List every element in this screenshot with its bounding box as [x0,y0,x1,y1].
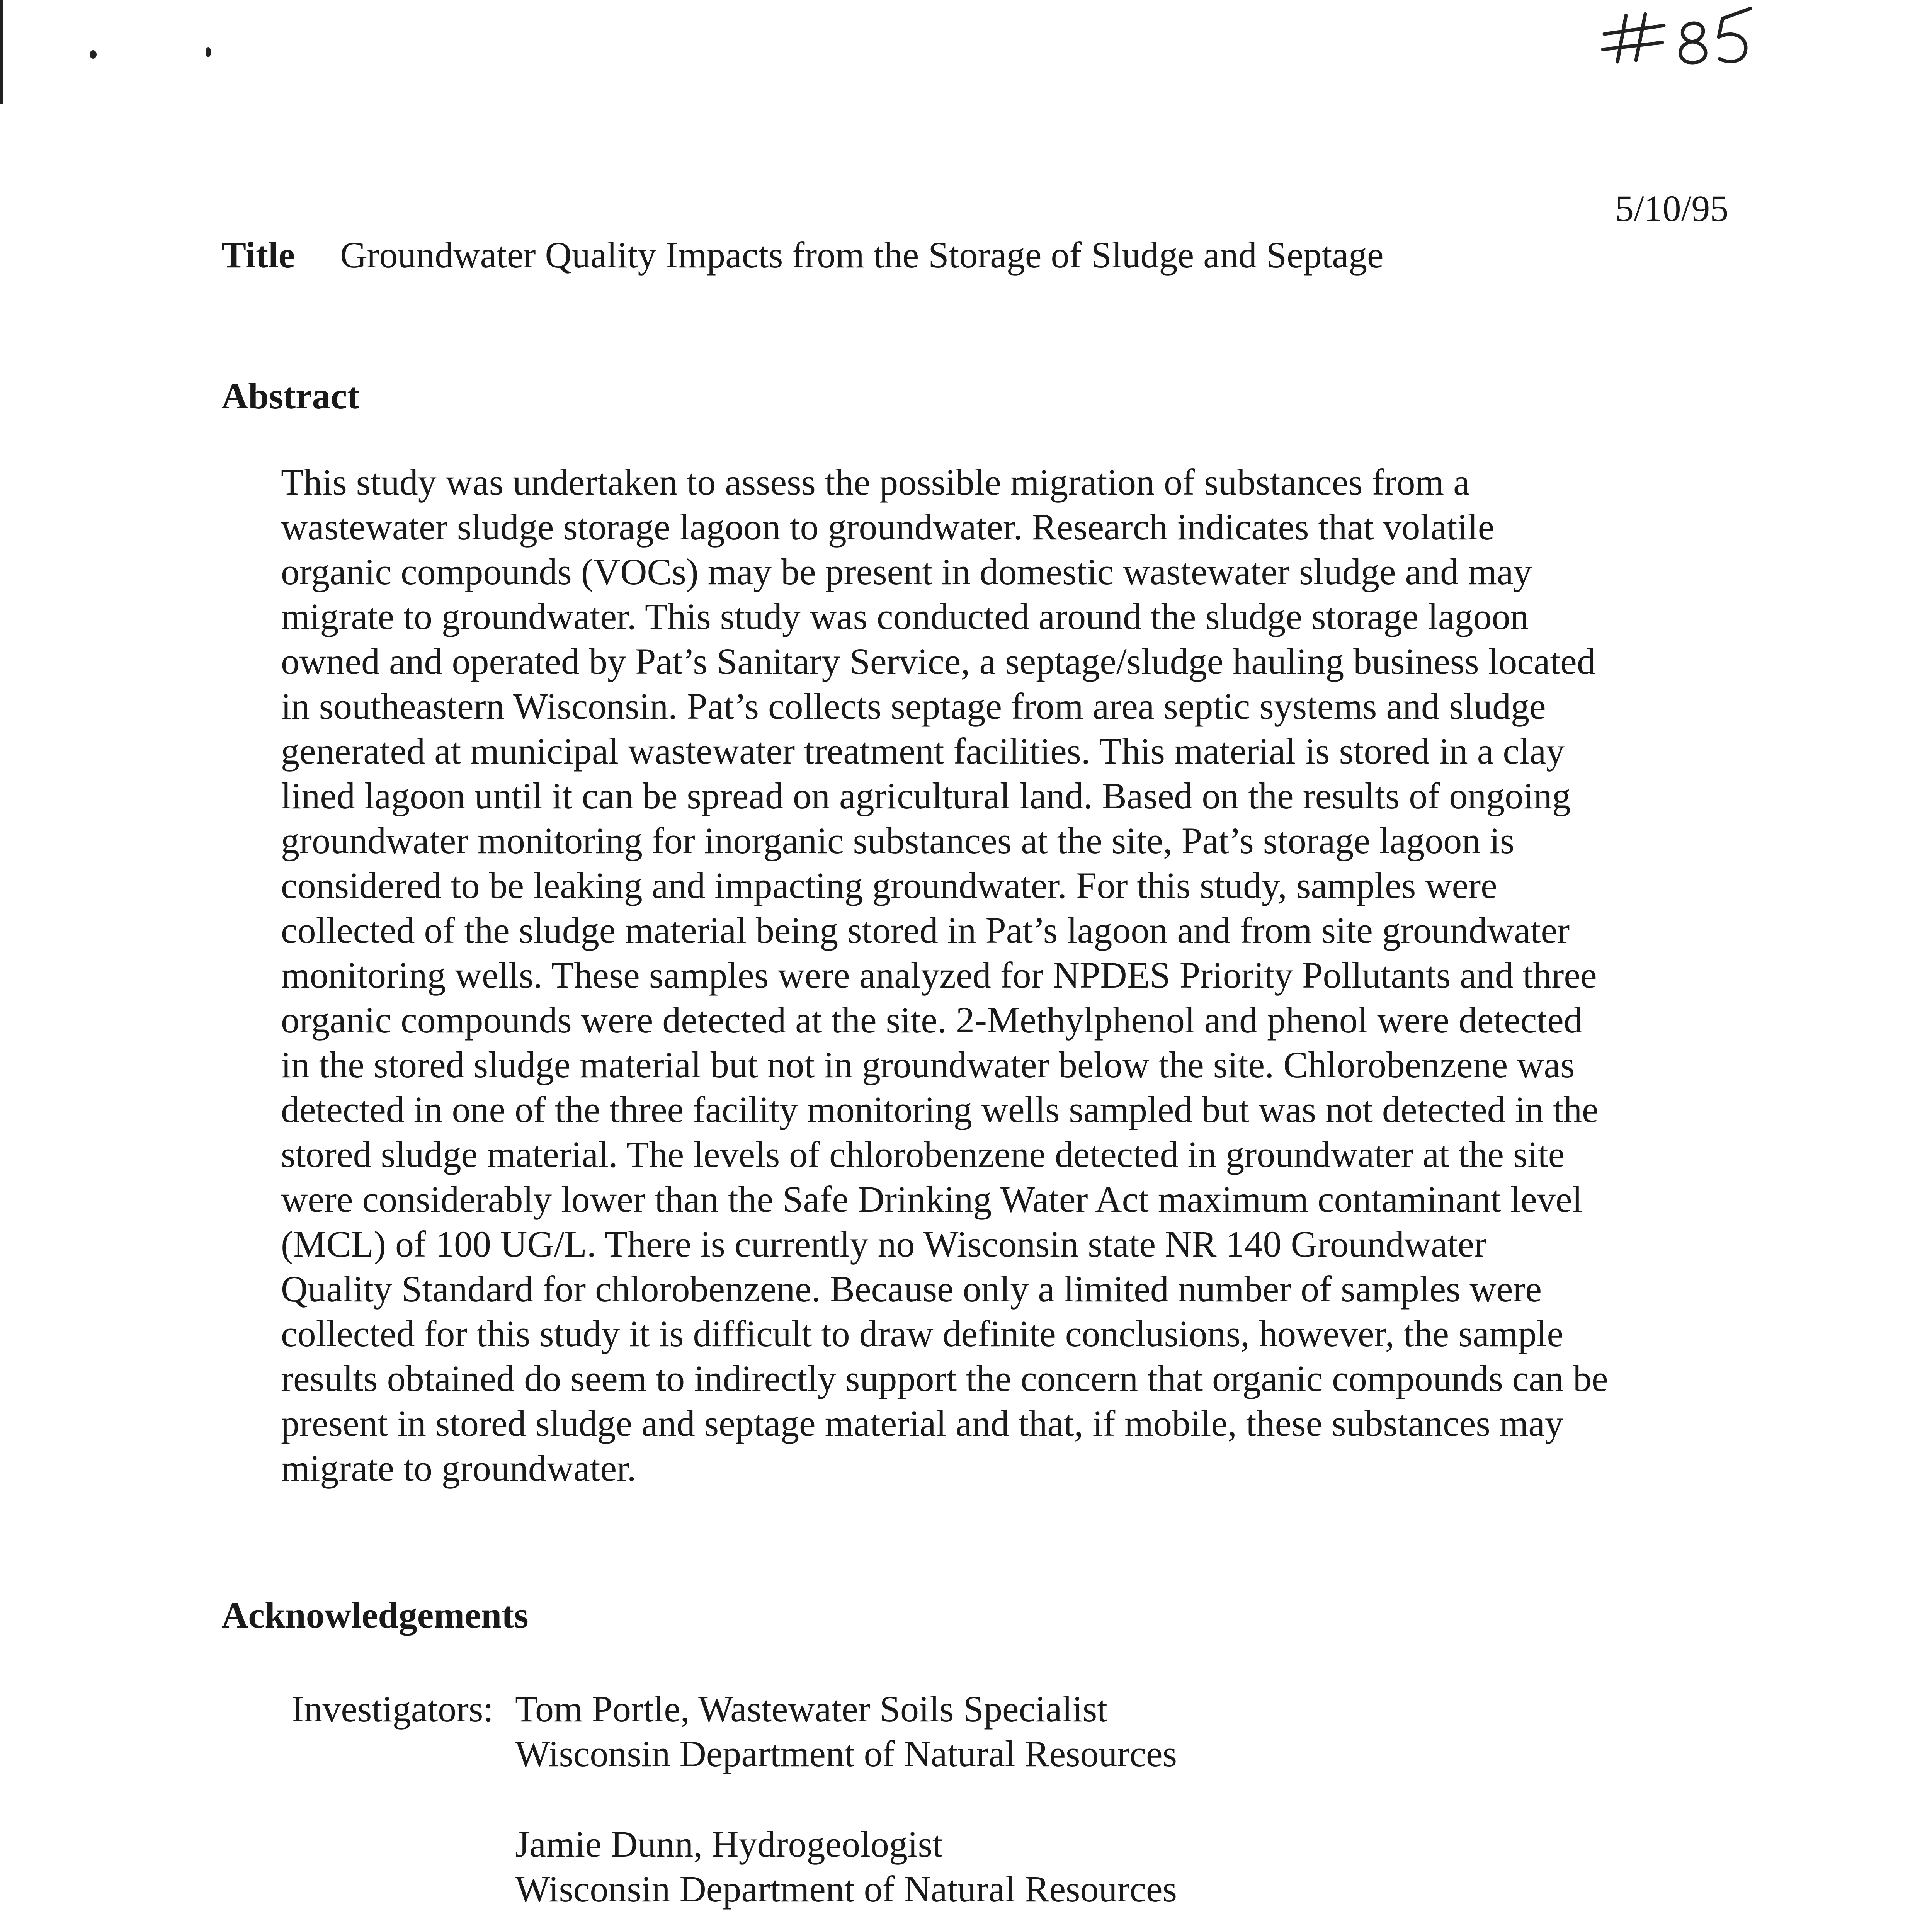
abstract-line: collected for this study it is difficult to draw definite conclusions, however, the sample [281,1313,1563,1354]
abstract-line: detected in one of the three facility monitoring wells sampled but was not detected in the [281,1089,1599,1130]
document-date: 5/10/95 [1615,188,1729,229]
abstract-line: stored sludge material. The levels of chlorobenzene detected in groundwater at the site [281,1134,1565,1175]
abstract-line: wastewater sludge storage lagoon to groundwater. Research indicates that volatile [281,506,1495,548]
document-title: Groundwater Quality Impacts from the Storage of Sludge and Septage [340,234,1384,276]
scan-speck [206,47,211,57]
title-label: Title [221,234,295,276]
abstract-line: owned and operated by Pat’s Sanitary Service, a septage/sludge hauling business located [281,641,1595,682]
scan-edge-mark [0,0,3,104]
abstract-line: results obtained do seem to indirectly support the concern that organic compounds can be [281,1358,1608,1399]
investigator-name: Tom Portle, Wastewater Soils Specialist [515,1688,1107,1730]
investigators-label: Investigators: [291,1688,493,1730]
abstract-line: generated at municipal wastewater treatment facilities. This material is stored in a clay [281,730,1565,772]
abstract-body [281,460,1761,1491]
abstract-line: migrate to groundwater. This study was conducted around the sludge storage lagoon [281,596,1529,637]
investigator-name: Jamie Dunn, Hydrogeologist [515,1823,943,1865]
abstract-line: Quality Standard for chlorobenzene. Because only a limited number of samples were [281,1268,1542,1310]
investigator-entry [515,1822,1177,1912]
abstract-line: lined lagoon until it can be spread on agricultural land. Based on the results of ongoing [281,775,1571,816]
abstract-line: in the stored sludge material but not in groundwater below the site. Chlorobenzene was [281,1044,1575,1085]
abstract-line: in southeastern Wisconsin. Pat’s collects septage from area septic systems and sludge [281,685,1546,727]
investigator-organization: Wisconsin Department of Natural Resources [515,1868,1177,1910]
abstract-line: organic compounds (VOCs) may be present in domestic wastewater sludge and may [281,551,1532,592]
investigator-organization: Wisconsin Department of Natural Resources [515,1733,1177,1774]
abstract-line: groundwater monitoring for inorganic substances at the site, Pat’s storage lagoon is [281,820,1515,861]
abstract-heading: Abstract [221,375,360,417]
abstract-line: monitoring wells. These samples were analyzed for NPDES Priority Pollutants and three [281,954,1597,996]
abstract-line: present in stored sludge and septage material and that, if mobile, these substances may [281,1403,1564,1444]
abstract-line: (MCL) of 100 UG/L. There is currently no Wisconsin state NR 140 Groundwater [281,1223,1486,1265]
acknowledgements-heading: Acknowledgements [221,1594,529,1636]
abstract-line: were considerably lower than the Safe Drinking Water Act maximum contaminant level [281,1179,1583,1220]
abstract-line: migrate to groundwater. [281,1447,636,1489]
abstract-line: collected of the sludge material being stored in Pat’s lagoon and from site groundwater [281,910,1570,951]
abstract-line: considered to be leaking and impacting groundwater. For this study, samples were [281,865,1497,906]
scan-speck [90,50,97,59]
investigator-entry [515,1687,1177,1776]
abstract-line: organic compounds were detected at the site. 2-Methylphenol and phenol were detected [281,999,1582,1041]
abstract-line: This study was undertaken to assess the possible migration of substances from a [281,461,1470,503]
handwritten-number-mark [1596,0,1758,77]
